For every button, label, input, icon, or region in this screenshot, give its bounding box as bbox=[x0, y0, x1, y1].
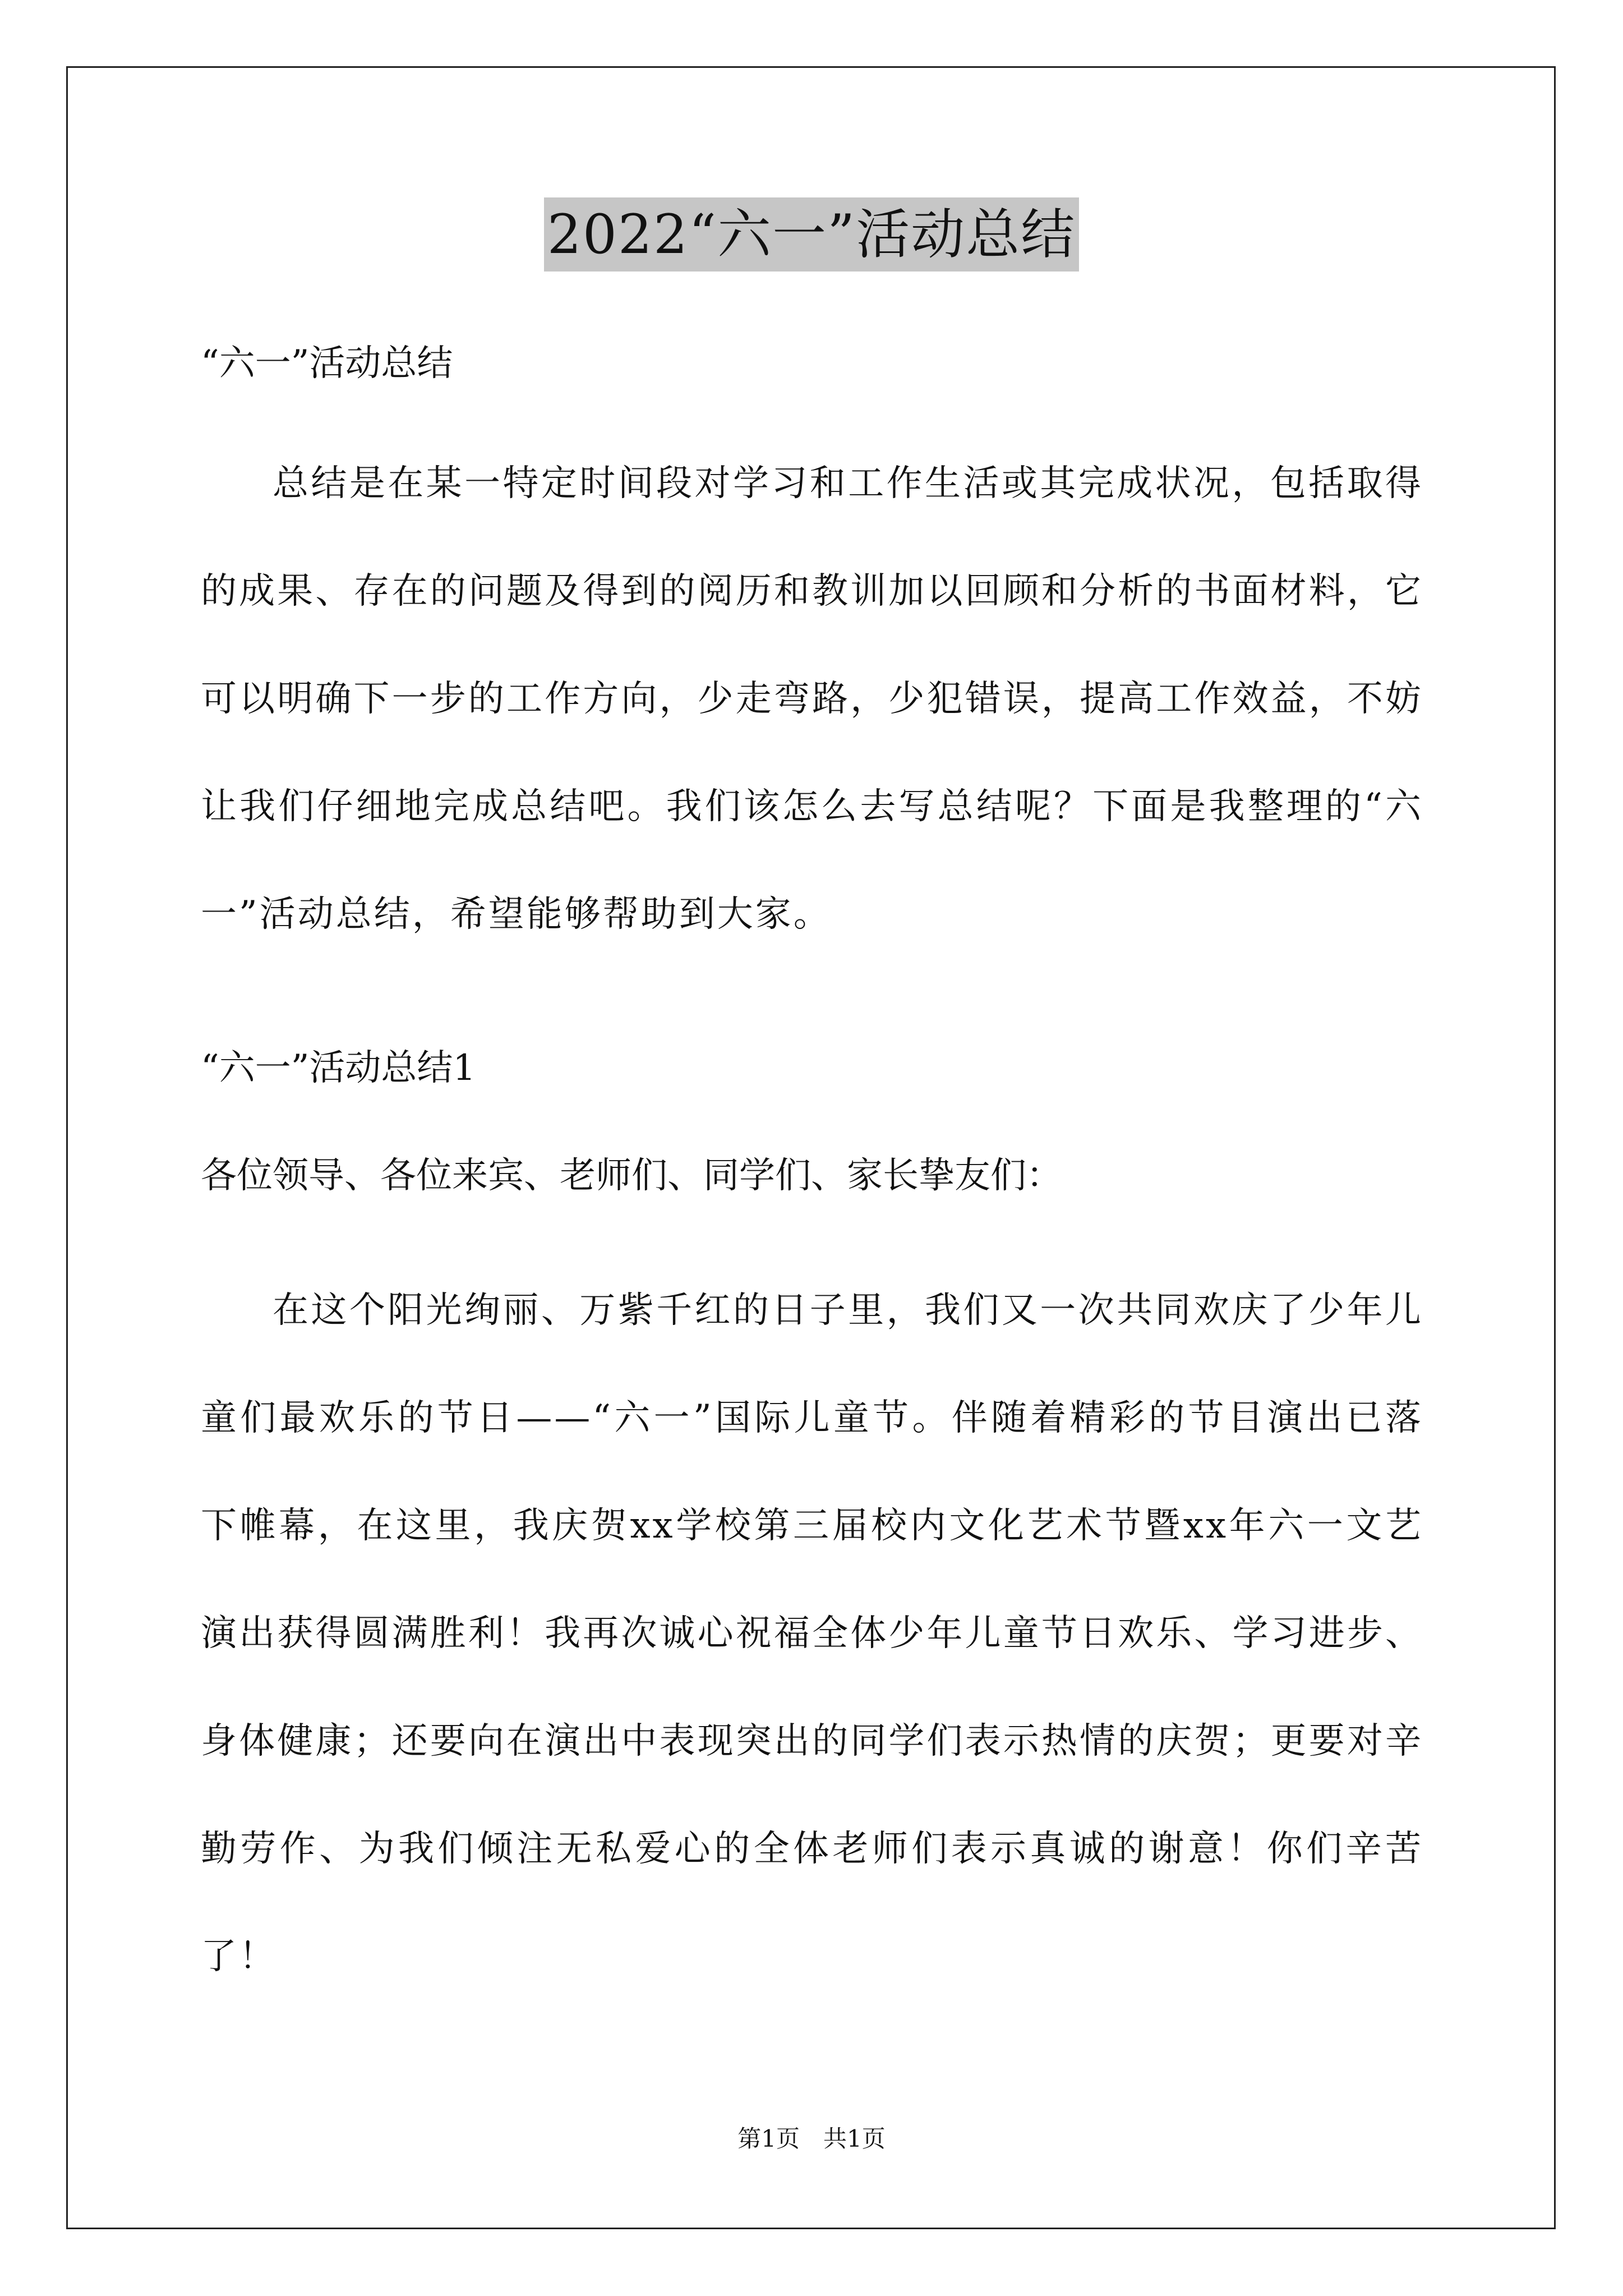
section-heading: “六一”活动总结 bbox=[201, 343, 453, 384]
document-body bbox=[201, 337, 1423, 2010]
section-heading-1: “六一”活动总结1 bbox=[201, 1047, 476, 1089]
intro-paragraph: 总结是在某一特定时间段对学习和工作生活或其完成状况，包括取得的成果、存在的问题及得到的阅历和教训加以回顾和分析的书面材料，它可以明确下一步的工作方向，少走弯路，少犯错误，提高工作效益，不妨让我们仔细地完成总结吧。我们该怎么去写总结呢？下面是我整理的“六一”活动总结，希望能够帮助到大家。 bbox=[201, 463, 1423, 935]
title-container bbox=[0, 197, 1623, 272]
greeting-line: 各位领导、各位来宾、老师们、同学们、家长挚友们： bbox=[201, 1155, 1062, 1197]
document-title: 2022“六一”活动总结 bbox=[544, 197, 1079, 272]
body-paragraph: 在这个阳光绚丽、万紫千红的日子里，我们又一次共同欢庆了少年儿童们最欢乐的节日——“六一”国际儿童节。伴随着精彩的节目演出已落下帷幕，在这里，我庆贺xx学校第三届校内文化艺术节暨xx年六一文艺演出获得圆满胜利！我再次诚心祝福全体少年儿童节日欢乐、学习进步、身体健康；还要向在演出中表现突出的同学们表示热情的庆贺；更要对辛勤劳作、为我们倾注无私爱心的全体老师们表示真诚的谢意！你们辛苦了！ bbox=[201, 1290, 1423, 1977]
page-footer: 第1页 共1页 bbox=[737, 2125, 886, 2152]
